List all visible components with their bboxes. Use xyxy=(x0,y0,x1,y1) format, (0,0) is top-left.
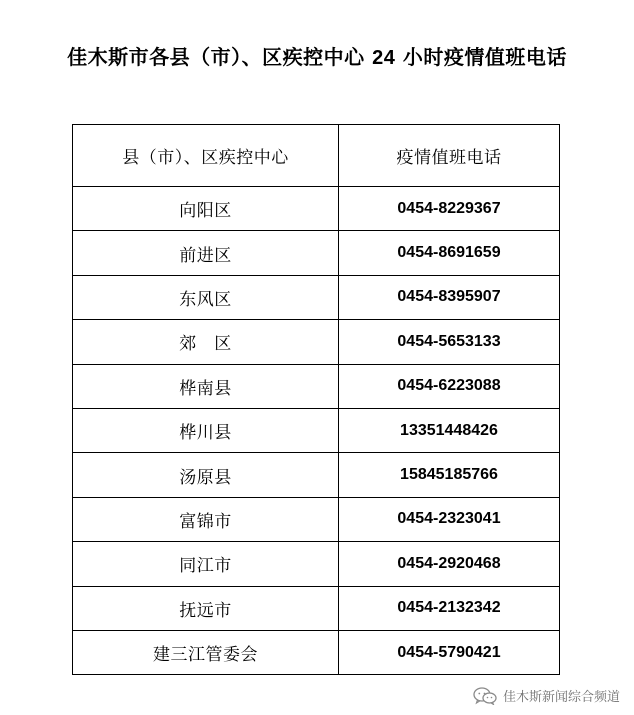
cdc-name: 桦川县 xyxy=(73,408,339,452)
watermark-text: 佳木斯新闻综合频道 xyxy=(502,690,620,705)
cdc-name: 富锦市 xyxy=(73,497,339,541)
title-number: 24 xyxy=(372,47,396,69)
phone-table xyxy=(72,124,560,675)
table-row xyxy=(73,630,560,674)
duty-phone: 0454-2920468 xyxy=(339,542,560,586)
duty-phone: 0454-5790421 xyxy=(339,630,560,674)
duty-phone: 0454-5653133 xyxy=(339,320,560,364)
duty-phone: 0454-2323041 xyxy=(339,497,560,541)
cdc-name: 同江市 xyxy=(73,542,339,586)
duty-phone: 0454-8691659 xyxy=(339,231,560,275)
table-header-row xyxy=(73,125,560,187)
title-part-2: 小时疫情值班电话 xyxy=(395,45,567,69)
duty-phone: 13351448426 xyxy=(339,408,560,452)
table-row xyxy=(73,320,560,364)
table-row xyxy=(73,453,560,497)
document-title xyxy=(0,44,634,71)
table-row xyxy=(73,231,560,275)
wechat-icon xyxy=(473,687,497,705)
cdc-name: 郊 区 xyxy=(73,320,339,364)
watermark xyxy=(473,686,620,705)
cdc-name: 桦南县 xyxy=(73,364,339,408)
cdc-name: 东风区 xyxy=(73,275,339,319)
table-row xyxy=(73,275,560,319)
table-row xyxy=(73,586,560,630)
table-row xyxy=(73,542,560,586)
cdc-name: 抚远市 xyxy=(73,586,339,630)
cdc-name: 前进区 xyxy=(73,231,339,275)
duty-phone: 0454-8229367 xyxy=(339,187,560,231)
table-row xyxy=(73,408,560,452)
duty-phone: 15845185766 xyxy=(339,453,560,497)
table-row xyxy=(73,497,560,541)
table-row xyxy=(73,187,560,231)
title-part-1: 佳木斯市各县（市）、区疾控中心 xyxy=(67,45,373,69)
table-row xyxy=(73,364,560,408)
duty-phone: 0454-8395907 xyxy=(339,275,560,319)
header-name: 县（市）、区疾控中心 xyxy=(73,125,339,187)
header-phone: 疫情值班电话 xyxy=(339,125,560,187)
duty-phone: 0454-2132342 xyxy=(339,586,560,630)
duty-phone: 0454-6223088 xyxy=(339,364,560,408)
cdc-name: 汤原县 xyxy=(73,453,339,497)
cdc-name: 向阳区 xyxy=(73,187,339,231)
cdc-name: 建三江管委会 xyxy=(73,630,339,674)
